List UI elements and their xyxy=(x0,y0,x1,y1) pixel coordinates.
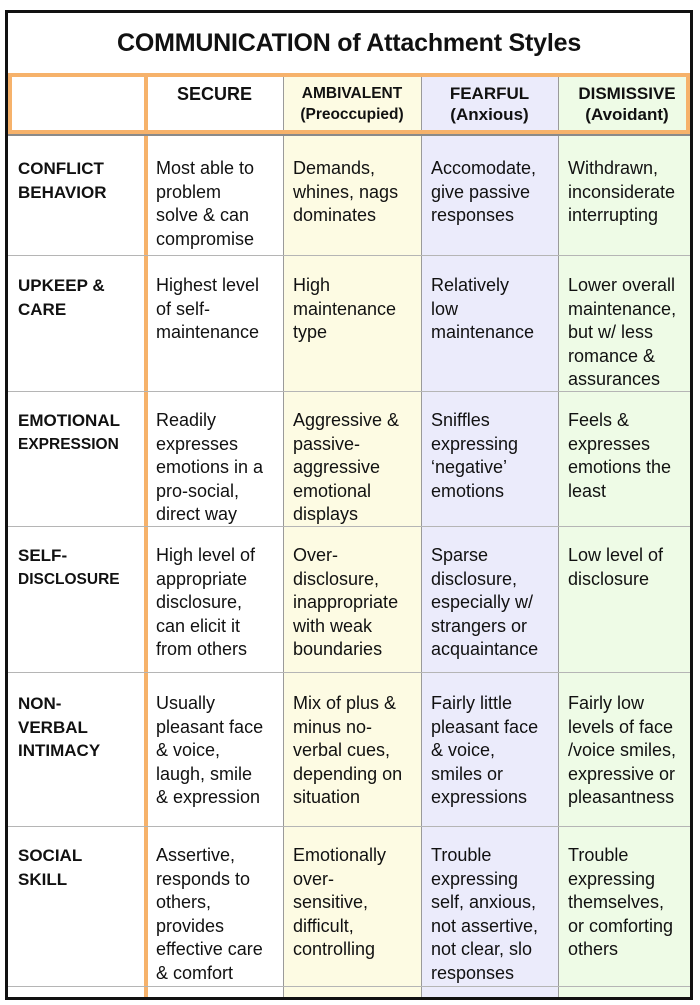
cell-fearful-upkeep: Relatively low maintenance xyxy=(431,275,535,342)
header-ambivalent xyxy=(283,73,421,134)
cell-ambivalent-disclosure: Over- disclosure, inappropriate with weak boundaries xyxy=(293,545,399,659)
row-label-emotional-expression: EMOTIONAL EXPRESSION xyxy=(18,411,120,453)
row-label-nonverbal-intimacy: NON- VERBAL INTIMACY xyxy=(18,694,101,760)
row-label-self-disclosure: SELF- DISCLOSURE xyxy=(18,546,120,588)
row-divider xyxy=(8,134,690,136)
header-dismissive-subtitle: (Avoidant) xyxy=(585,104,669,124)
header-secure-title: SECURE xyxy=(176,84,252,104)
header-secure xyxy=(146,73,283,134)
table-body xyxy=(8,73,690,1000)
cell-dismissive-disclosure: Low level of disclosure xyxy=(568,545,664,589)
cell-dismissive-social: Trouble expressing themselves, or comforting others xyxy=(568,845,674,959)
cell-ambivalent-emotional: Aggressive & passive- aggressive emotional displays xyxy=(293,410,400,524)
row-label-upkeep-care: UPKEEP & CARE xyxy=(18,276,105,319)
attachment-table xyxy=(5,10,693,1000)
cell-secure-upkeep: Highest level of self- maintenance xyxy=(156,275,260,342)
row-label-social-skill: SOCIAL SKILL xyxy=(18,846,83,889)
cell-ambivalent-nonverbal: Mix of plus & minus no- verbal cues, depending on situation xyxy=(293,693,403,807)
row-divider xyxy=(8,826,690,827)
header-fearful xyxy=(421,73,558,134)
header-fearful-title: FEARFUL xyxy=(449,83,530,103)
cell-fearful-disclosure: Sparse disclosure, especially w/ strangers or acquaintance xyxy=(431,545,539,659)
cell-ambivalent-conflict: Demands, whines, nags dominates xyxy=(293,158,399,225)
row-divider xyxy=(8,255,690,256)
header-dismissive-title: DISMISSIVE xyxy=(578,83,676,103)
header-fearful-subtitle: (Anxious) xyxy=(450,104,529,124)
row-divider xyxy=(8,986,690,987)
cell-ambivalent-upkeep: High maintenance type xyxy=(293,275,397,342)
cell-fearful-conflict: Accomodate, give passive responses xyxy=(431,158,537,225)
cell-dismissive-emotional: Feels & expresses emotions the least xyxy=(568,410,672,501)
cell-fearful-social: Trouble expressing self, anxious, not assertive, not clear, slo responses xyxy=(431,845,539,983)
column-divider xyxy=(283,73,284,1000)
cell-fearful-nonverbal: Fairly little pleasant face & voice, smiles or expressions xyxy=(431,693,539,807)
page-title: COMMUNICATION of Attachment Styles xyxy=(116,28,582,57)
cell-secure-conflict: Most able to problem solve & can compromise xyxy=(156,158,255,249)
header-dismissive xyxy=(558,73,693,134)
cell-fearful-emotional: Sniffles expressing ‘negative’ emotions xyxy=(431,410,519,501)
column-divider xyxy=(421,73,422,1000)
cell-secure-social: Assertive, responds to others, provides effective care & comfort xyxy=(156,845,263,983)
header-ambivalent-subtitle: (Preoccupied) xyxy=(300,105,404,123)
cell-dismissive-conflict: Withdrawn, inconsiderate interrupting xyxy=(568,158,676,225)
cell-ambivalent-social: Emotionally over- sensitive, difficult, controlling xyxy=(293,845,387,959)
cell-dismissive-nonverbal: Fairly low levels of face /voice smiles, expressive or pleasantness xyxy=(568,693,677,807)
cell-dismissive-upkeep: Lower overall maintenance, but w/ less romance & assurances xyxy=(568,275,677,389)
cell-secure-disclosure: High level of appropriate disclosure, can elicit it from others xyxy=(156,545,256,659)
column-divider xyxy=(144,73,148,1000)
row-divider xyxy=(8,672,690,673)
cell-secure-nonverbal: Usually pleasant face & voice, laugh, smile & expression xyxy=(156,693,264,807)
row-label-conflict-behavior: CONFLICT BEHAVIOR xyxy=(18,159,107,202)
header-ambivalent-title: AMBIVALENT xyxy=(301,84,403,102)
cell-secure-emotional: Readily expresses emotions in a pro-social, direct way xyxy=(156,410,264,524)
column-divider xyxy=(558,73,559,1000)
